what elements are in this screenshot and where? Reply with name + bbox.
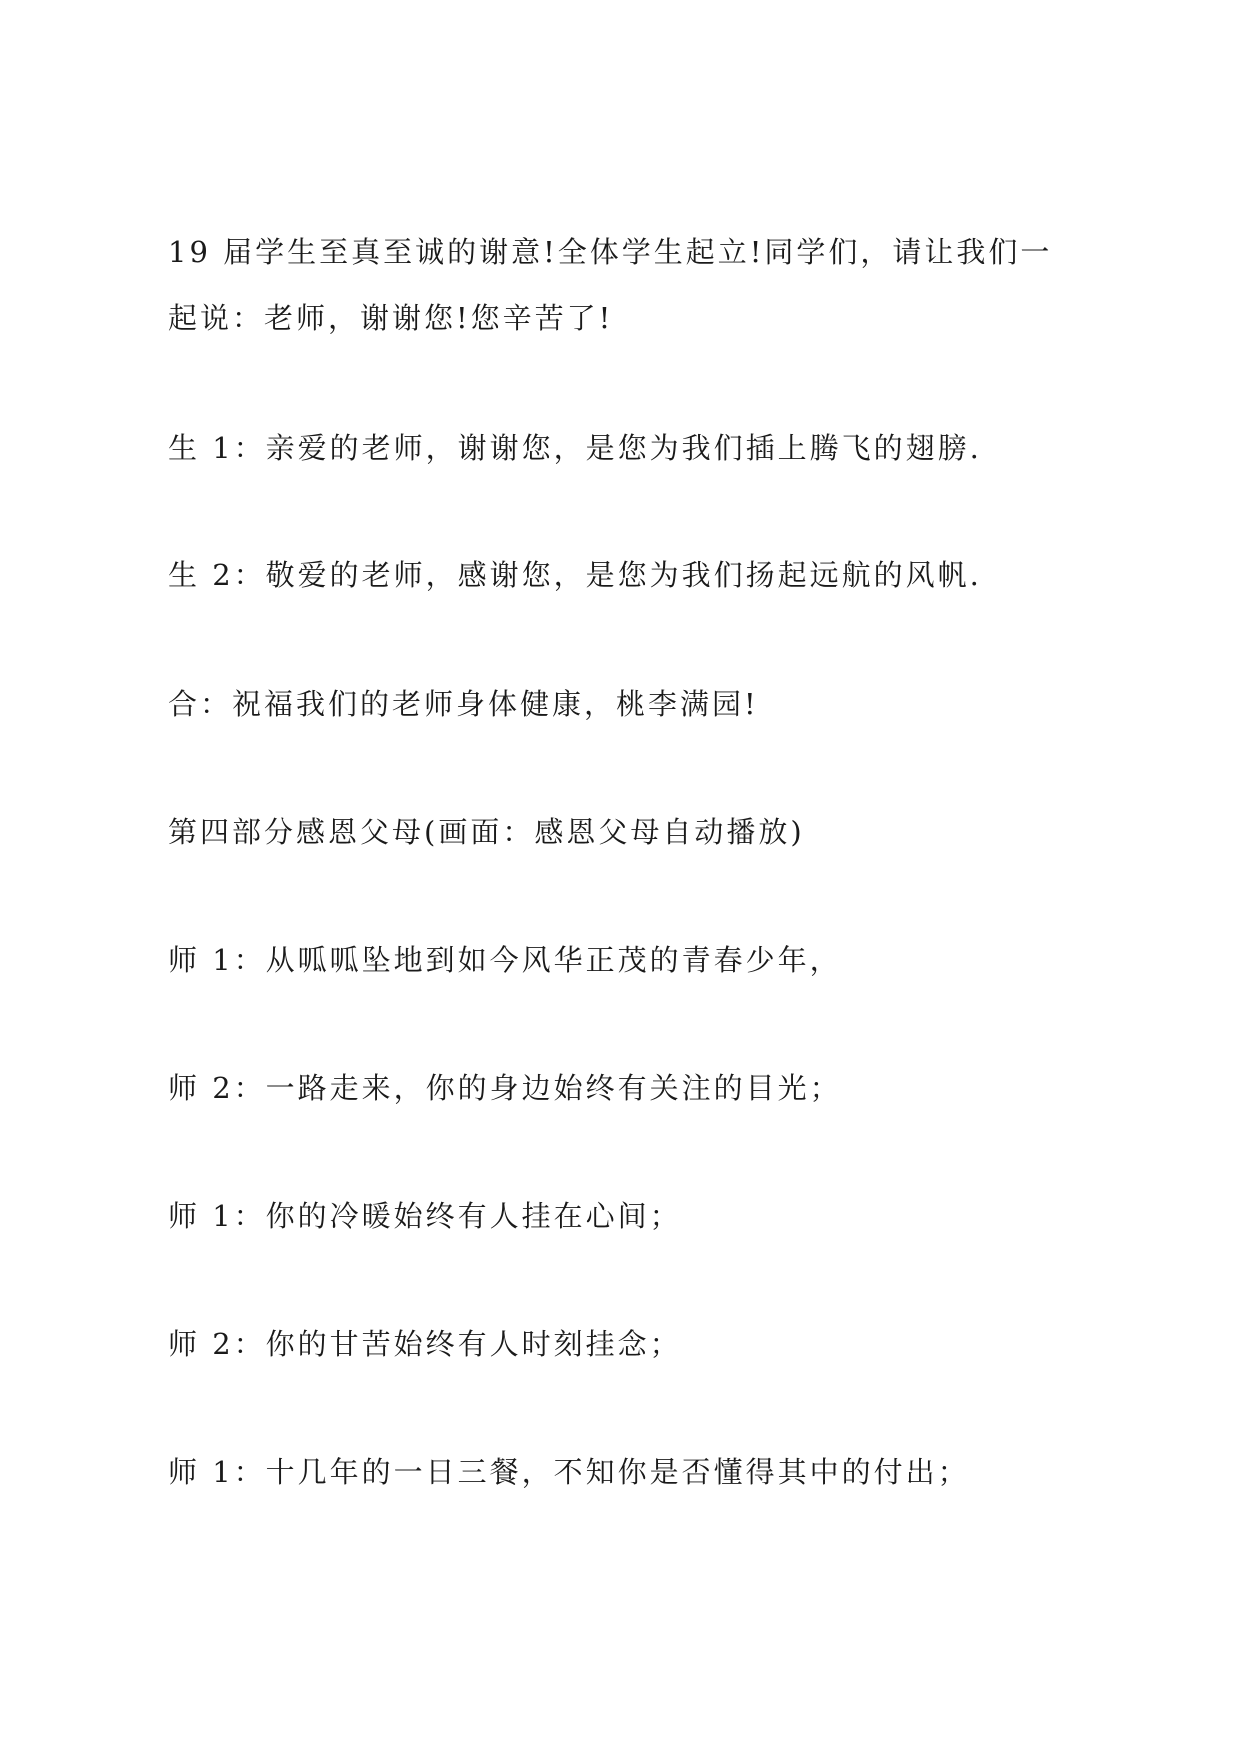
text-line-4: 生 2：敬爱的老师，感谢您，是您为我们扬起远航的风帆. xyxy=(168,558,982,592)
section-heading: 第四部分感恩父母(画面：感恩父母自动播放) xyxy=(168,815,805,849)
text-line-7: 师 1：从呱呱坠地到如今风华正茂的青春少年， xyxy=(168,943,842,977)
text-line-3: 生 1：亲爱的老师，谢谢您，是您为我们插上腾飞的翅膀. xyxy=(168,431,982,465)
text-line-11: 师 1：十几年的一日三餐，不知你是否懂得其中的付出； xyxy=(168,1455,970,1489)
text-line-5: 合：祝福我们的老师身体健康，桃李满园! xyxy=(168,687,759,721)
text-line-8: 师 2：一路走来，你的身边始终有关注的目光； xyxy=(168,1071,842,1105)
text-line-2: 起说：老师，谢谢您!您辛苦了! xyxy=(168,301,614,335)
text-line-10: 师 2：你的甘苦始终有人时刻挂念； xyxy=(168,1327,682,1361)
text-line-1: 19 届学生至真至诚的谢意!全体学生起立!同学们，请让我们一 xyxy=(168,235,1053,269)
text-line-9: 师 1：你的冷暖始终有人挂在心间； xyxy=(168,1199,682,1233)
